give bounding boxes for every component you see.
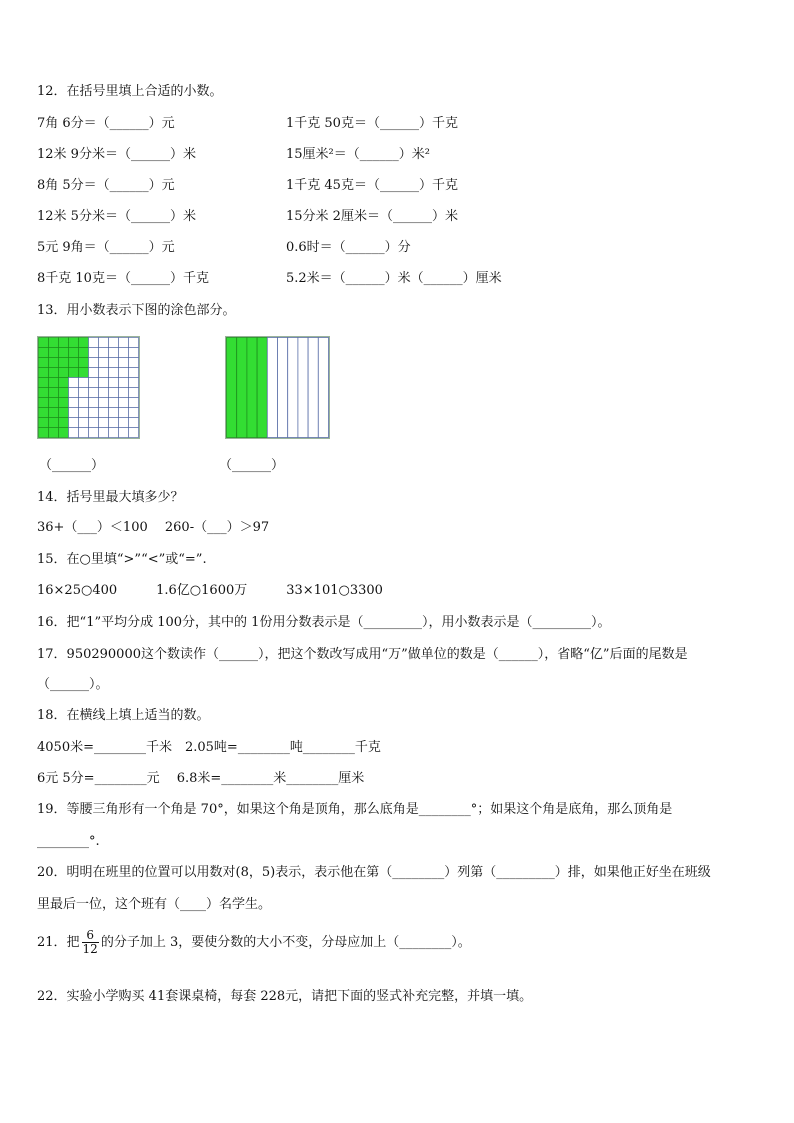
q13-answer-1: （______） (39, 458, 105, 473)
q12-item: 1千克 50克＝（______）千克 (286, 116, 458, 131)
grid-cell (79, 418, 89, 428)
grid-cell (59, 358, 69, 368)
q12-title: 12．在括号里填上合适的小数。 (37, 84, 223, 99)
q13-title: 13．用小数表示下图的涂色部分。 (37, 303, 236, 318)
strip-cell (227, 338, 237, 438)
grid-cell (69, 408, 79, 418)
grid-cell (39, 338, 49, 348)
grid-cell (69, 368, 79, 378)
grid-cell (39, 358, 49, 368)
q12-item: 1千克 45克＝（______）千克 (286, 178, 458, 193)
grid-cell (109, 408, 119, 418)
grid-cell (39, 408, 49, 418)
fraction-numerator: 6 (82, 929, 99, 943)
grid-cell (49, 348, 59, 358)
strip-cell (247, 338, 257, 438)
strip-cell (257, 338, 267, 438)
q15-title: 15．在○里填“>”“<”或“=”. (37, 552, 207, 567)
grid-cell (39, 348, 49, 358)
grid-cell (129, 388, 139, 398)
q20-line-2: 里最后一位，这个班有（____）名学生。 (37, 897, 272, 912)
strip-cell (278, 338, 288, 438)
q16-line: 16．把“1”平均分成 100分，其中的 1份用分数表示是（_________），用小数表示是（_________）。 (37, 615, 611, 630)
strip-cell (288, 338, 298, 438)
grid-cell (109, 358, 119, 368)
grid-cell (119, 388, 129, 398)
grid-cell (59, 368, 69, 378)
strip-cell (237, 338, 247, 438)
grid-cell (89, 338, 99, 348)
grid-cell (119, 428, 129, 438)
q14-title: 14．括号里最大填多少？ (37, 490, 184, 505)
grid-cell (89, 428, 99, 438)
grid-cell (39, 398, 49, 408)
q12-item: 12米 5分米＝（______）米 (37, 209, 196, 224)
grid-cell (129, 398, 139, 408)
q12-item: 8角 5分＝（______）元 (37, 178, 175, 193)
grid-cell (49, 378, 59, 388)
grid-cell (39, 428, 49, 438)
grid-cell (129, 418, 139, 428)
q18-line-1: 4050米=________千米 2.05吨=________吨________千克 (37, 740, 381, 755)
grid-cell (39, 388, 49, 398)
grid-cell (69, 398, 79, 408)
grid-cell (89, 348, 99, 358)
grid-cell (129, 378, 139, 388)
grid-cell (109, 428, 119, 438)
grid-cell (99, 368, 109, 378)
grid-cell (89, 418, 99, 428)
grid-cell (49, 408, 59, 418)
grid-cell (109, 398, 119, 408)
grid-cell (69, 338, 79, 348)
grid-cell (49, 428, 59, 438)
q14-line: 36+（___）＜100 260-（___）＞97 (37, 520, 270, 535)
grid-cell (59, 398, 69, 408)
q12-item: 15厘米²＝（______）米² (286, 147, 430, 162)
grid-cell (59, 338, 69, 348)
grid-cell (59, 348, 69, 358)
fraction-denominator: 12 (82, 942, 98, 956)
grid-cell (79, 408, 89, 418)
grid-cell (49, 338, 59, 348)
q21-prefix: 21．把 (37, 935, 80, 950)
grid-cell (99, 338, 109, 348)
q12-item: 12米 9分米＝（______）米 (37, 147, 196, 162)
grid-cell (79, 428, 89, 438)
grid-cell (99, 398, 109, 408)
q20-line-1: 20．明明在班里的位置可以用数对(8，5)表示，表示他在第（________）列第（_________）排，如果他正好坐在班级 (37, 865, 711, 880)
grid-cell (49, 388, 59, 398)
grid-cell (69, 428, 79, 438)
grid-cell (39, 368, 49, 378)
q19-line-2: ________°. (37, 834, 100, 849)
q22-line: 22．实验小学购买 41套课桌椅，每套 228元，请把下面的竖式补充完整，并填一填。 (37, 989, 533, 1004)
q12-item: 15分米 2厘米＝（______）米 (286, 209, 458, 224)
grid-cell (79, 368, 89, 378)
q19-line-1: 19．等腰三角形有一个角是 70°，如果这个角是顶角，那么底角是________°；如果这个角是底角，那么顶角是 (37, 802, 673, 817)
grid-cell (69, 388, 79, 398)
grid-cell (99, 428, 109, 438)
q18-title: 18．在横线上填上适当的数。 (37, 708, 210, 723)
grid-cell (59, 378, 69, 388)
q12-item: 5.2米＝（______）米（______）厘米 (286, 271, 502, 286)
grid-cell (129, 358, 139, 368)
grid-cell (99, 348, 109, 358)
grid-cell (119, 348, 129, 358)
q15-line: 16×25○400 1.6亿○1600万 33×101○3300 (37, 583, 383, 598)
grid-cell (109, 338, 119, 348)
grid-cell (119, 358, 129, 368)
grid-cell (79, 338, 89, 348)
grid-cell (79, 348, 89, 358)
grid-cell (99, 378, 109, 388)
strip-cell (298, 338, 308, 438)
grid-cell (99, 388, 109, 398)
grid-cell (119, 378, 129, 388)
q12-item: 5元 9角＝（______）元 (37, 240, 175, 255)
q21-fraction (82, 929, 99, 956)
grid-cell (39, 418, 49, 428)
grid-cell (119, 408, 129, 418)
grid-cell (49, 358, 59, 368)
grid-cell (79, 398, 89, 408)
grid-cell (109, 418, 119, 428)
grid-cell (59, 408, 69, 418)
q17-line-2: （______）。 (37, 677, 109, 692)
grid-cell (89, 398, 99, 408)
q18-line-2: 6元 5分=________元 6.8米=________米________厘米 (37, 771, 365, 786)
strip-cell (267, 338, 277, 438)
grid-cell (49, 418, 59, 428)
grid-cell (49, 398, 59, 408)
grid-cell (89, 408, 99, 418)
grid-cell (129, 338, 139, 348)
grid-cell (59, 428, 69, 438)
grid-cell (99, 408, 109, 418)
q21-suffix: 的分子加上 3，要使分数的大小不变，分母应加上（________）。 (100, 935, 471, 950)
q13-answer-2: （______） (219, 458, 285, 473)
grid-cell (39, 378, 49, 388)
q12-item: 0.6时＝（______）分 (286, 240, 411, 255)
grid-cell (69, 418, 79, 428)
grid-cell (89, 358, 99, 368)
strip-cell (308, 338, 318, 438)
strip-cell (318, 338, 328, 438)
grid-cell (109, 378, 119, 388)
grid-cell (129, 408, 139, 418)
grid-cell (129, 428, 139, 438)
grid-cell (89, 378, 99, 388)
grid-cell (89, 388, 99, 398)
grid-cell (79, 378, 89, 388)
grid-cell (119, 398, 129, 408)
grid-cell (129, 348, 139, 358)
grid-cell (129, 368, 139, 378)
grid-cell (79, 358, 89, 368)
grid-cell (119, 418, 129, 428)
grid-cell (109, 388, 119, 398)
grid-cell (109, 348, 119, 358)
grid-cell (69, 348, 79, 358)
q12-item: 7角 6分＝（______）元 (37, 116, 175, 131)
grid-cell (119, 368, 129, 378)
grid-cell (69, 378, 79, 388)
grid-cell (59, 418, 69, 428)
grid-cell (109, 368, 119, 378)
ten-strip-figure (225, 336, 330, 439)
hundred-grid-figure (37, 336, 140, 439)
q12-item: 8千克 10克＝（______）千克 (37, 271, 209, 286)
grid-cell (89, 368, 99, 378)
grid-cell (59, 388, 69, 398)
grid-cell (99, 418, 109, 428)
grid-cell (99, 358, 109, 368)
q17-line-1: 17．950290000这个数读作（______），把这个数改写成用“万”做单位的数是（______），省略“亿”后面的尾数是 (37, 647, 688, 662)
grid-cell (49, 368, 59, 378)
grid-cell (119, 338, 129, 348)
q21-line (37, 929, 471, 956)
grid-cell (69, 358, 79, 368)
grid-cell (79, 388, 89, 398)
